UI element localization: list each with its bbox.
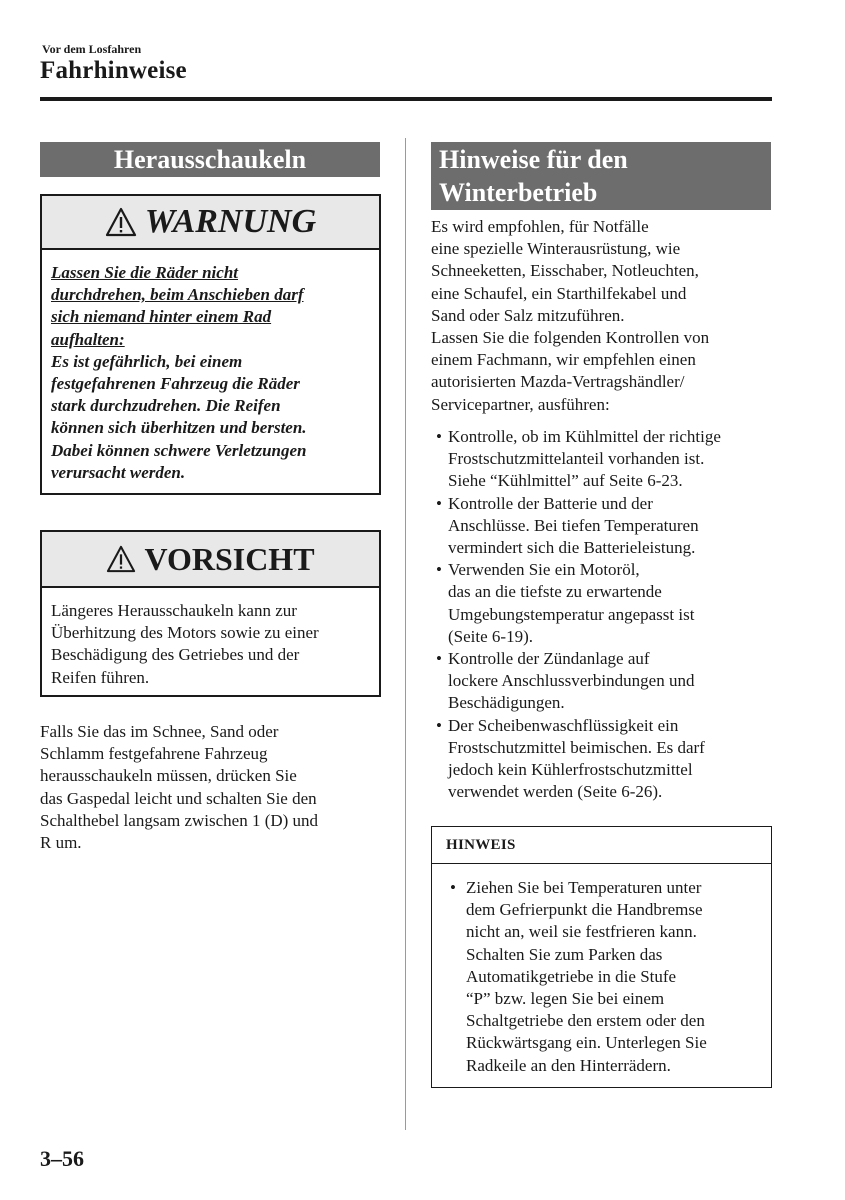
herausschaukeln-paragraph [40, 721, 380, 854]
page-number: 3–56 [40, 1146, 84, 1171]
warning-line: aufhalten: [51, 329, 125, 349]
caution-line: Längeres Herausschaukeln kann zur [51, 601, 297, 620]
winter-checklist [431, 426, 776, 803]
section-heading-winterbetrieb [431, 142, 771, 210]
warning-line: durchdrehen, beim Anschieben darf [51, 285, 304, 305]
warning-line: festgefahrenen Fahrzeug die Räder [51, 374, 300, 394]
title-rule [40, 97, 772, 101]
note-line: Rückwärtsgang ein. Unterlegen Sie [466, 1033, 707, 1053]
section-heading-herausschaukeln: Herausschaukeln [40, 142, 380, 177]
intro-line: Lassen Sie die folgenden Kontrollen von [431, 328, 710, 348]
warning-line: Lassen Sie die Räder nicht [51, 263, 239, 282]
note-line: Schalten Sie zum Parken das [466, 944, 663, 964]
page-title: Fahrhinweise [40, 57, 187, 84]
note-line: Schaltgetriebe den erstem oder den [466, 1011, 705, 1031]
bullet-icon: • [436, 560, 442, 580]
list-item: • Verwenden Sie ein Motoröl, das an die tiefste zu erwartende Umgebungstemperatur angepasst ist (Seite 6-19). [436, 560, 695, 646]
bullet-icon: • [436, 649, 442, 669]
warning-triangle-icon [106, 545, 136, 573]
bullet-icon: • [436, 493, 442, 513]
list-item: • Kontrolle der Zündanlage auf lockere Anschlussverbindungen und Beschädigungen. [436, 649, 695, 713]
note-line: Ziehen Sie bei Temperaturen unter [466, 878, 702, 897]
warning-box [40, 194, 381, 495]
intro-line: eine spezielle Winterausrüstung, wie [431, 239, 681, 259]
paragraph-line: Schalthebel langsam zwischen 1 (D) und [40, 810, 319, 830]
warning-line: stark durchzudrehen. Die Reifen [51, 396, 281, 416]
note-line: “P” bzw. legen Sie bei einem [466, 989, 665, 1009]
intro-line: Es wird empfohlen, für Notfälle [431, 217, 649, 236]
intro-line: Schneeketten, Eisschaber, Notleuchten, [431, 261, 699, 281]
heading-line: Hinweise für den [439, 145, 628, 174]
note-line: dem Gefrierpunkt die Handbremse [466, 900, 703, 920]
note-line: Automatikgetriebe in die Stufe [466, 966, 677, 986]
heading-line: Winterbetrieb [439, 178, 598, 207]
note-title: HINWEIS [432, 827, 771, 864]
section-label: Vor dem Losfahren [42, 42, 142, 56]
caution-box [40, 530, 381, 697]
warning-text [42, 250, 379, 484]
note-line: Radkeile an den Hinterrädern. [466, 1055, 671, 1075]
warning-title: WARNUNG [144, 203, 317, 240]
paragraph-line: das Gaspedal leicht und schalten Sie den [40, 788, 317, 808]
warning-line: können sich überhitzen und bersten. [51, 418, 307, 438]
caution-line: Beschädigung des Getriebes und der [51, 645, 300, 665]
caution-line: Reifen führen. [51, 667, 150, 687]
winter-intro-paragraph [431, 216, 776, 416]
column-divider [405, 138, 406, 1130]
list-item: • Der Scheibenwaschflüssigkeit ein Frostschutzmittel beimischen. Es darf jedoch kein Kühlerfrostschutzmittel verwendet werden (Seite 6-26). [436, 715, 705, 802]
paragraph-line: Schlamm festgefahrene Fahrzeug [40, 744, 268, 764]
bullet-icon: • [436, 715, 442, 735]
paragraph-line: Falls Sie das im Schnee, Sand oder [40, 722, 279, 741]
bullet-icon: • [450, 878, 456, 897]
note-text [432, 864, 771, 1077]
caution-line: Überhitzung des Motors sowie zu einer [51, 623, 319, 643]
note-line: nicht an, weil sie festfrieren kann. [466, 922, 697, 942]
list-item: • Kontrolle, ob im Kühlmittel der richtige Frostschutzmittelanteil vorhanden ist. Siehe “Kühlmittel” auf Seite 6-23. [436, 427, 721, 491]
intro-line: einem Fachmann, wir empfehlen einen [431, 350, 696, 370]
paragraph-line: herausschaukeln müssen, drücken Sie [40, 766, 297, 786]
bullet-icon: • [436, 427, 442, 446]
warning-line: verursacht werden. [51, 462, 186, 482]
warning-line: sich niemand hinter einem Rad [51, 307, 272, 327]
note-box [431, 826, 772, 1088]
list-item: • Kontrolle der Batterie und der Anschlüsse. Bei tiefen Temperaturen vermindert sich die Batterieleistung. [436, 493, 699, 558]
warning-header [42, 196, 379, 250]
caution-text [42, 588, 379, 689]
warning-line: Es ist gefährlich, bei einem [51, 351, 243, 371]
intro-line: autorisierten Mazda-Vertragshändler/ [431, 372, 685, 392]
paragraph-line: R um. [40, 833, 82, 853]
intro-line: Servicepartner, ausführen: [431, 394, 610, 414]
intro-line: eine Schaufel, ein Starthilfekabel und [431, 283, 687, 303]
caution-header [42, 532, 379, 588]
warning-triangle-icon [105, 207, 137, 237]
caution-title: VORSICHT [144, 540, 315, 577]
warning-line: Dabei können schwere Verletzungen [51, 440, 307, 460]
intro-line: Sand oder Salz mitzuführen. [431, 305, 625, 325]
